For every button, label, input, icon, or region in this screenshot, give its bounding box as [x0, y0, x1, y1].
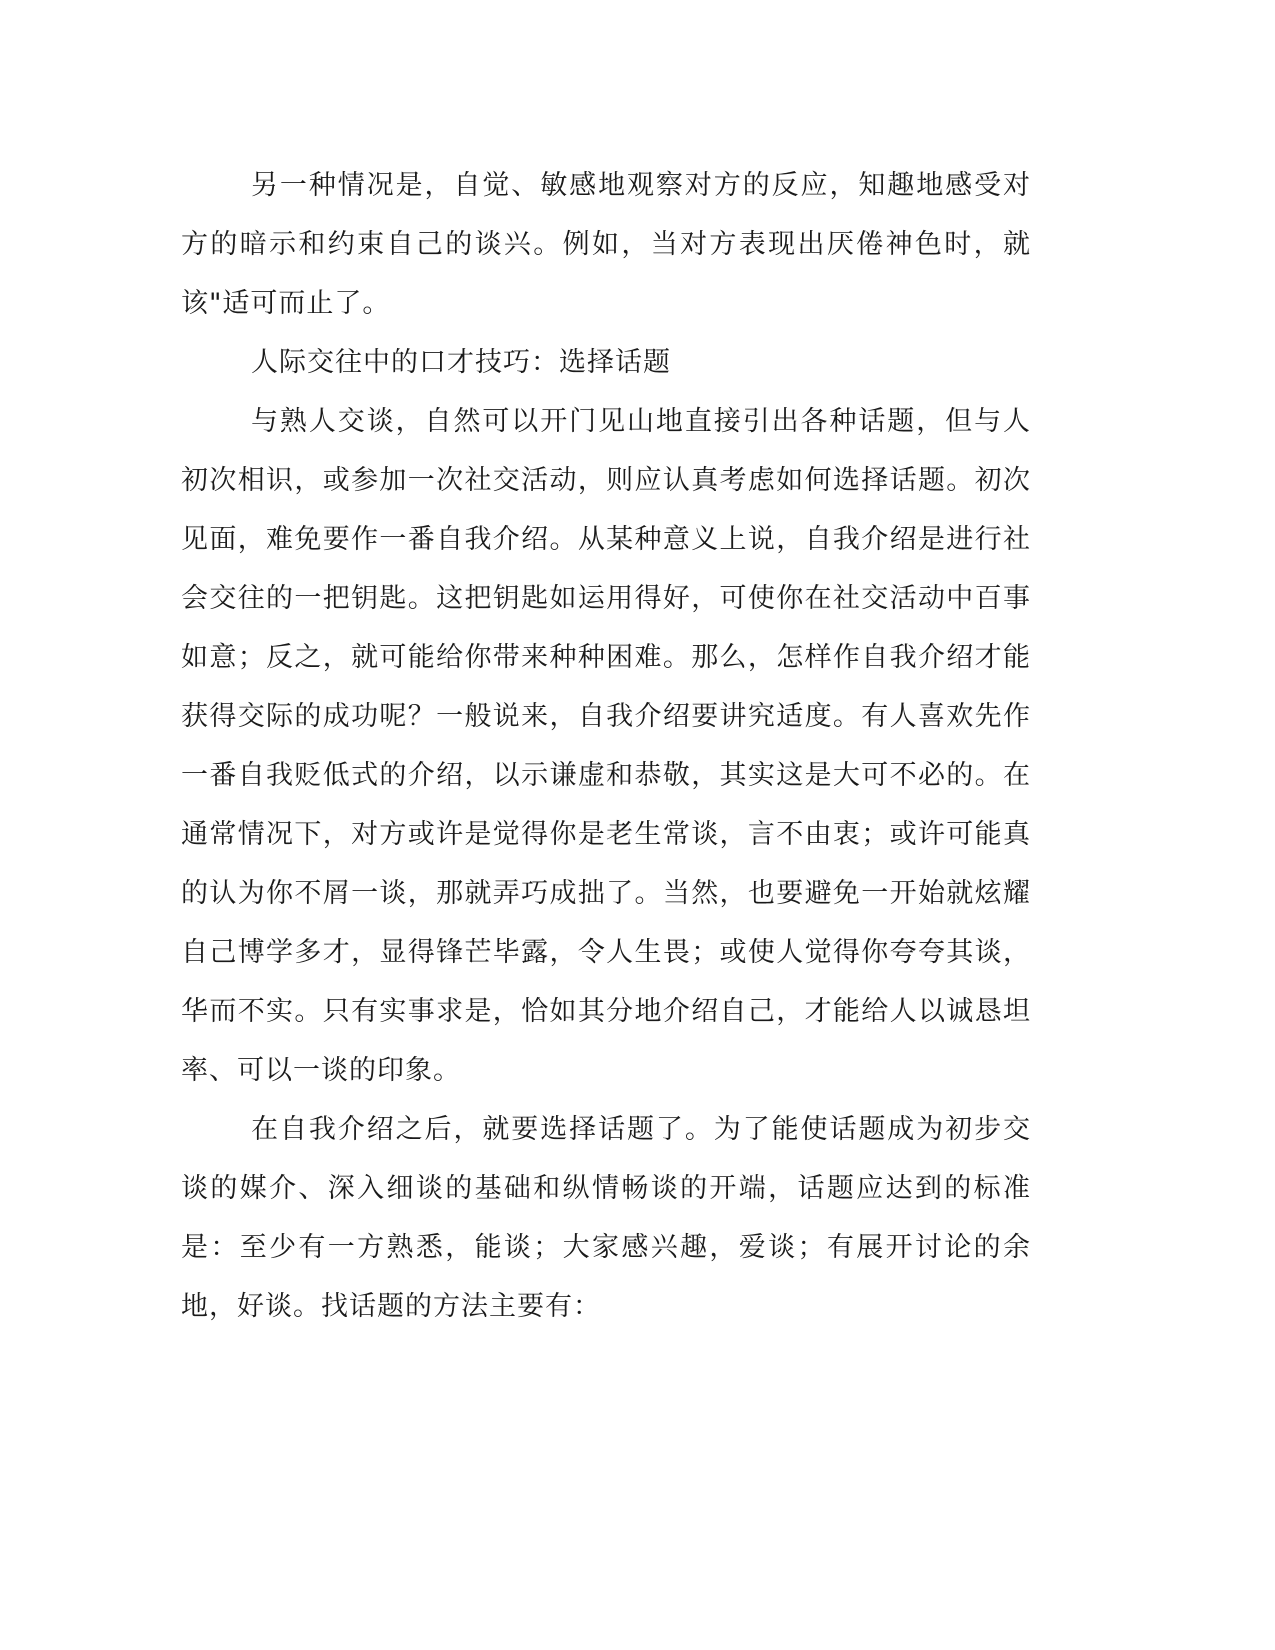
section-heading-choose-topic: 人际交往中的口才技巧：选择话题 — [251, 347, 671, 378]
paragraph-self-introduction: 与熟人交谈，自然可以开门见山地直接引出各种话题，但与人初次相识，或参加一次社交活动，则应认真考虑如何选择话题。初次见面，难免要作一番自我介绍。从某种意义上说，自我介绍是进行社会交往的一把钥匙。这把钥匙如运用得好，可使你在社交活动中百事如意；反之，就可能给你带来种种困难。那么，怎样作自我介绍才能获得交际的成功呢？一般说来，自我介绍要讲究适度。有人喜欢先作一番自我贬低式的介绍，以示谦虚和恭敬，其实这是大可不必的。在通常情况下，对方或许是觉得你是老生常谈，言不由衷；或许可能真的认为你不屑一谈，那就弄巧成拙了。当然，也要避免一开始就炫耀自己博学多才，显得锋芒毕露，令人生畏；或使人觉得你夸夸其谈，华而不实。只有实事求是，恰如其分地介绍自己，才能给人以诚恳坦率、可以一谈的印象。 — [181, 406, 1031, 1086]
document-body — [181, 156, 1031, 1336]
paragraph-observe-reaction: 另一种情况是，自觉、敏感地观察对方的反应，知趣地感受对方的暗示和约束自己的谈兴。例如，当对方表现出厌倦神色时，就该"适可而止了。 — [181, 170, 1031, 319]
paragraph-topic-criteria: 在自我介绍之后，就要选择话题了。为了能使话题成为初步交谈的媒介、深入细谈的基础和纵情畅谈的开端，话题应达到的标准是：至少有一方熟悉，能谈；大家感兴趣，爱谈；有展开讨论的余地，好谈。找话题的方法主要有： — [181, 1114, 1031, 1322]
